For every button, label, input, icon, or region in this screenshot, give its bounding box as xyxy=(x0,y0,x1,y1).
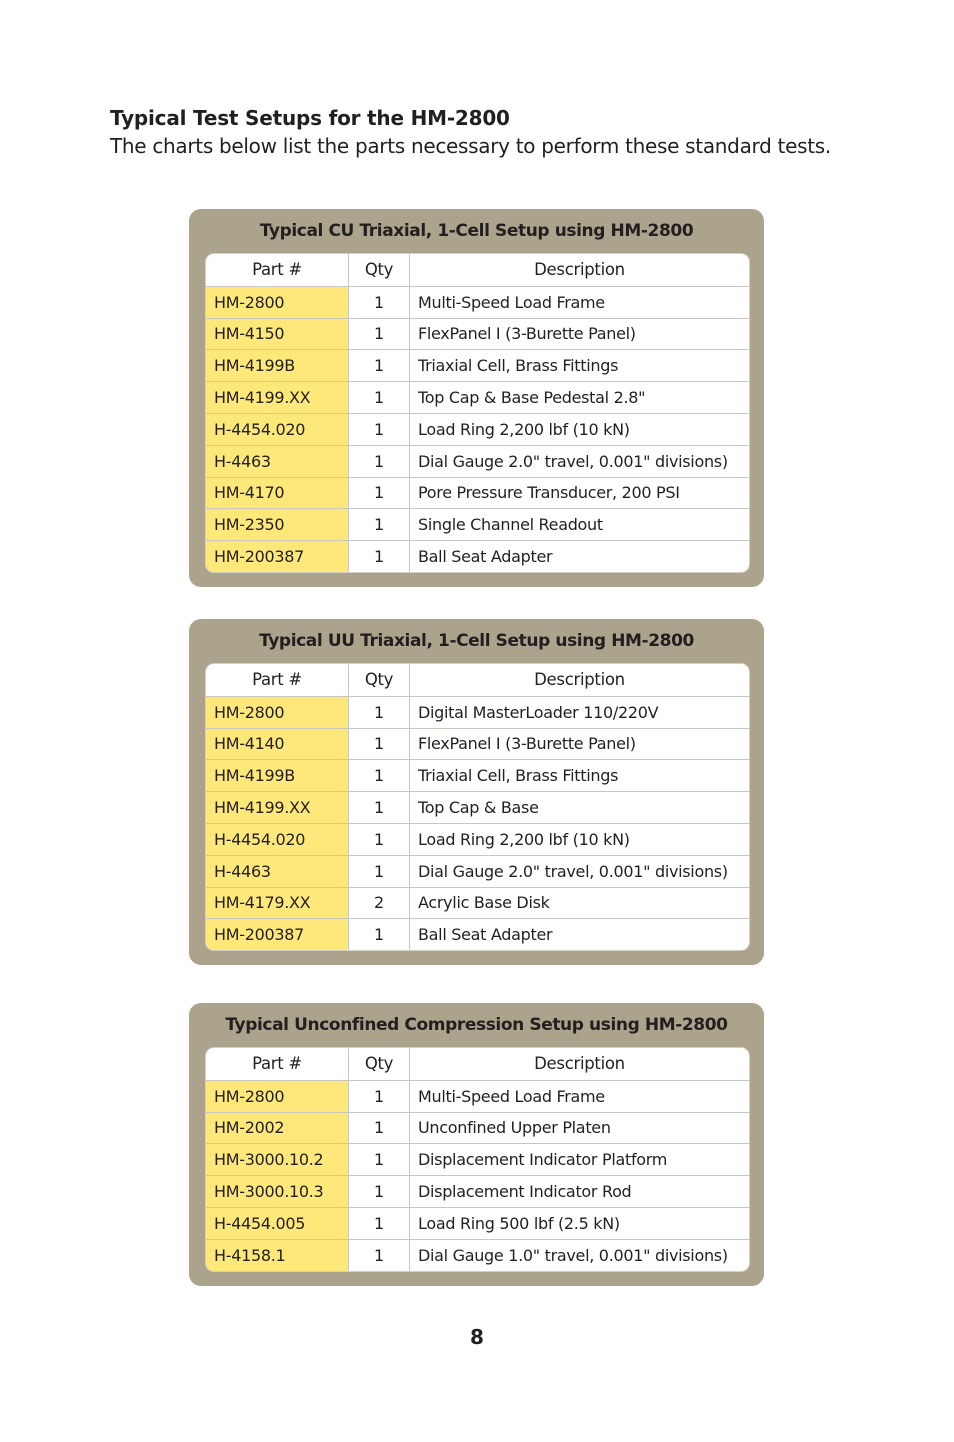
table-title: Typical CU Triaxial, 1-Cell Setup using HM-2800 xyxy=(259,221,694,241)
description-cell: Displacement Indicator Platform xyxy=(418,1150,668,1170)
quantity-cell: 1 xyxy=(349,856,410,887)
description-cell: Acrylic Base Disk xyxy=(418,893,550,913)
quantity-cell: 1 xyxy=(349,478,410,509)
parts-table xyxy=(205,663,750,951)
part-number-cell: HM-4199.XX xyxy=(206,382,349,413)
table-title: Typical Unconfined Compression Setup using HM-2800 xyxy=(225,1015,728,1035)
table-row xyxy=(206,728,749,760)
column-header-description: Description xyxy=(534,260,625,280)
quantity-cell: 1 xyxy=(349,382,410,413)
table-row xyxy=(206,318,749,350)
part-number-cell: H-4463 xyxy=(206,856,349,887)
table-header-row xyxy=(206,1048,749,1080)
part-number-cell: HM-4150 xyxy=(206,319,349,350)
table-header-row xyxy=(206,664,749,696)
quantity-cell: 2 xyxy=(349,888,410,919)
table-row xyxy=(206,887,749,919)
quantity-cell: 1 xyxy=(349,414,410,445)
part-number-cell: HM-2350 xyxy=(206,509,349,540)
description-cell: Ball Seat Adapter xyxy=(418,925,553,945)
table-row xyxy=(206,1112,749,1144)
page-subheading: The charts below list the parts necessary to perform these standard tests. xyxy=(110,134,831,158)
description-cell: Digital MasterLoader 110/220V xyxy=(418,702,659,722)
part-number-cell: HM-4199B xyxy=(206,350,349,381)
uu-triaxial-panel xyxy=(189,619,764,965)
table-row xyxy=(206,1207,749,1239)
column-header-qty: Qty xyxy=(349,1048,410,1080)
table-title: Typical UU Triaxial, 1-Cell Setup using HM-2800 xyxy=(259,631,694,651)
description-cell: Ball Seat Adapter xyxy=(418,547,553,567)
parts-table xyxy=(205,1047,750,1272)
description-cell: Multi-Speed Load Frame xyxy=(418,292,605,312)
table-row xyxy=(206,791,749,823)
description-cell: Unconfined Upper Platen xyxy=(418,1118,611,1138)
table-row xyxy=(206,508,749,540)
quantity-cell: 1 xyxy=(349,760,410,791)
quantity-cell: 1 xyxy=(349,509,410,540)
quantity-cell: 1 xyxy=(349,1240,410,1271)
table-row xyxy=(206,855,749,887)
part-number-cell: HM-3000.10.2 xyxy=(206,1144,349,1175)
description-cell: Top Cap & Base xyxy=(418,798,539,818)
table-row xyxy=(206,1080,749,1112)
table-row xyxy=(206,477,749,509)
description-cell: Triaxial Cell, Brass Fittings xyxy=(418,766,619,786)
part-number-cell: HM-2800 xyxy=(206,1081,349,1112)
quantity-cell: 1 xyxy=(349,287,410,318)
table-row xyxy=(206,349,749,381)
part-number-cell: HM-4170 xyxy=(206,478,349,509)
part-number-cell: HM-2800 xyxy=(206,697,349,728)
column-header-part: Part # xyxy=(206,1048,349,1080)
description-cell: Top Cap & Base Pedestal 2.8" xyxy=(418,388,646,408)
table-row xyxy=(206,696,749,728)
column-header-qty: Qty xyxy=(349,664,410,696)
part-number-cell: HM-200387 xyxy=(206,541,349,572)
table-row xyxy=(206,445,749,477)
quantity-cell: 1 xyxy=(349,729,410,760)
description-cell: Dial Gauge 2.0" travel, 0.001" divisions) xyxy=(418,451,728,471)
table-row xyxy=(206,1175,749,1207)
description-cell: Dial Gauge 1.0" travel, 0.001" divisions) xyxy=(418,1245,728,1265)
quantity-cell: 1 xyxy=(349,919,410,950)
quantity-cell: 1 xyxy=(349,1176,410,1207)
part-number-cell: HM-4179.XX xyxy=(206,888,349,919)
table-row xyxy=(206,823,749,855)
quantity-cell: 1 xyxy=(349,319,410,350)
table-row xyxy=(206,1143,749,1175)
description-cell: Load Ring 2,200 lbf (10 kN) xyxy=(418,419,630,439)
description-cell: Multi-Speed Load Frame xyxy=(418,1086,605,1106)
column-header-part: Part # xyxy=(206,254,349,286)
description-cell: FlexPanel I (3-Burette Panel) xyxy=(418,734,636,754)
description-cell: Single Channel Readout xyxy=(418,515,603,535)
table-row xyxy=(206,540,749,572)
quantity-cell: 1 xyxy=(349,446,410,477)
part-number-cell: HM-2800 xyxy=(206,287,349,318)
page-heading: Typical Test Setups for the HM-2800 xyxy=(110,106,510,130)
part-number-cell: HM-4199.XX xyxy=(206,792,349,823)
column-header-part: Part # xyxy=(206,664,349,696)
page-number: 8 xyxy=(470,1325,484,1349)
table-row xyxy=(206,381,749,413)
part-number-cell: HM-2002 xyxy=(206,1113,349,1144)
part-number-cell: HM-3000.10.3 xyxy=(206,1176,349,1207)
quantity-cell: 1 xyxy=(349,697,410,728)
part-number-cell: H-4454.020 xyxy=(206,414,349,445)
table-row xyxy=(206,1239,749,1271)
quantity-cell: 1 xyxy=(349,1208,410,1239)
description-cell: Displacement Indicator Rod xyxy=(418,1182,632,1202)
column-header-description: Description xyxy=(534,1054,625,1074)
part-number-cell: H-4454.020 xyxy=(206,824,349,855)
description-cell: Pore Pressure Transducer, 200 PSI xyxy=(418,483,680,503)
table-header-row xyxy=(206,254,749,286)
table-row xyxy=(206,918,749,950)
table-row xyxy=(206,759,749,791)
quantity-cell: 1 xyxy=(349,1081,410,1112)
table-row xyxy=(206,413,749,445)
quantity-cell: 1 xyxy=(349,350,410,381)
quantity-cell: 1 xyxy=(349,541,410,572)
description-cell: Load Ring 500 lbf (2.5 kN) xyxy=(418,1213,620,1233)
quantity-cell: 1 xyxy=(349,792,410,823)
quantity-cell: 1 xyxy=(349,824,410,855)
description-cell: FlexPanel I (3-Burette Panel) xyxy=(418,324,636,344)
parts-table xyxy=(205,253,750,573)
part-number-cell: H-4158.1 xyxy=(206,1240,349,1271)
part-number-cell: H-4463 xyxy=(206,446,349,477)
description-cell: Triaxial Cell, Brass Fittings xyxy=(418,356,619,376)
part-number-cell: H-4454.005 xyxy=(206,1208,349,1239)
quantity-cell: 1 xyxy=(349,1144,410,1175)
column-header-qty: Qty xyxy=(349,254,410,286)
part-number-cell: HM-4199B xyxy=(206,760,349,791)
part-number-cell: HM-4140 xyxy=(206,729,349,760)
table-row xyxy=(206,286,749,318)
unconfined-compression-panel xyxy=(189,1003,764,1286)
column-header-description: Description xyxy=(534,670,625,690)
description-cell: Load Ring 2,200 lbf (10 kN) xyxy=(418,829,630,849)
description-cell: Dial Gauge 2.0" travel, 0.001" divisions) xyxy=(418,861,728,881)
part-number-cell: HM-200387 xyxy=(206,919,349,950)
cu-triaxial-panel xyxy=(189,209,764,587)
quantity-cell: 1 xyxy=(349,1113,410,1144)
